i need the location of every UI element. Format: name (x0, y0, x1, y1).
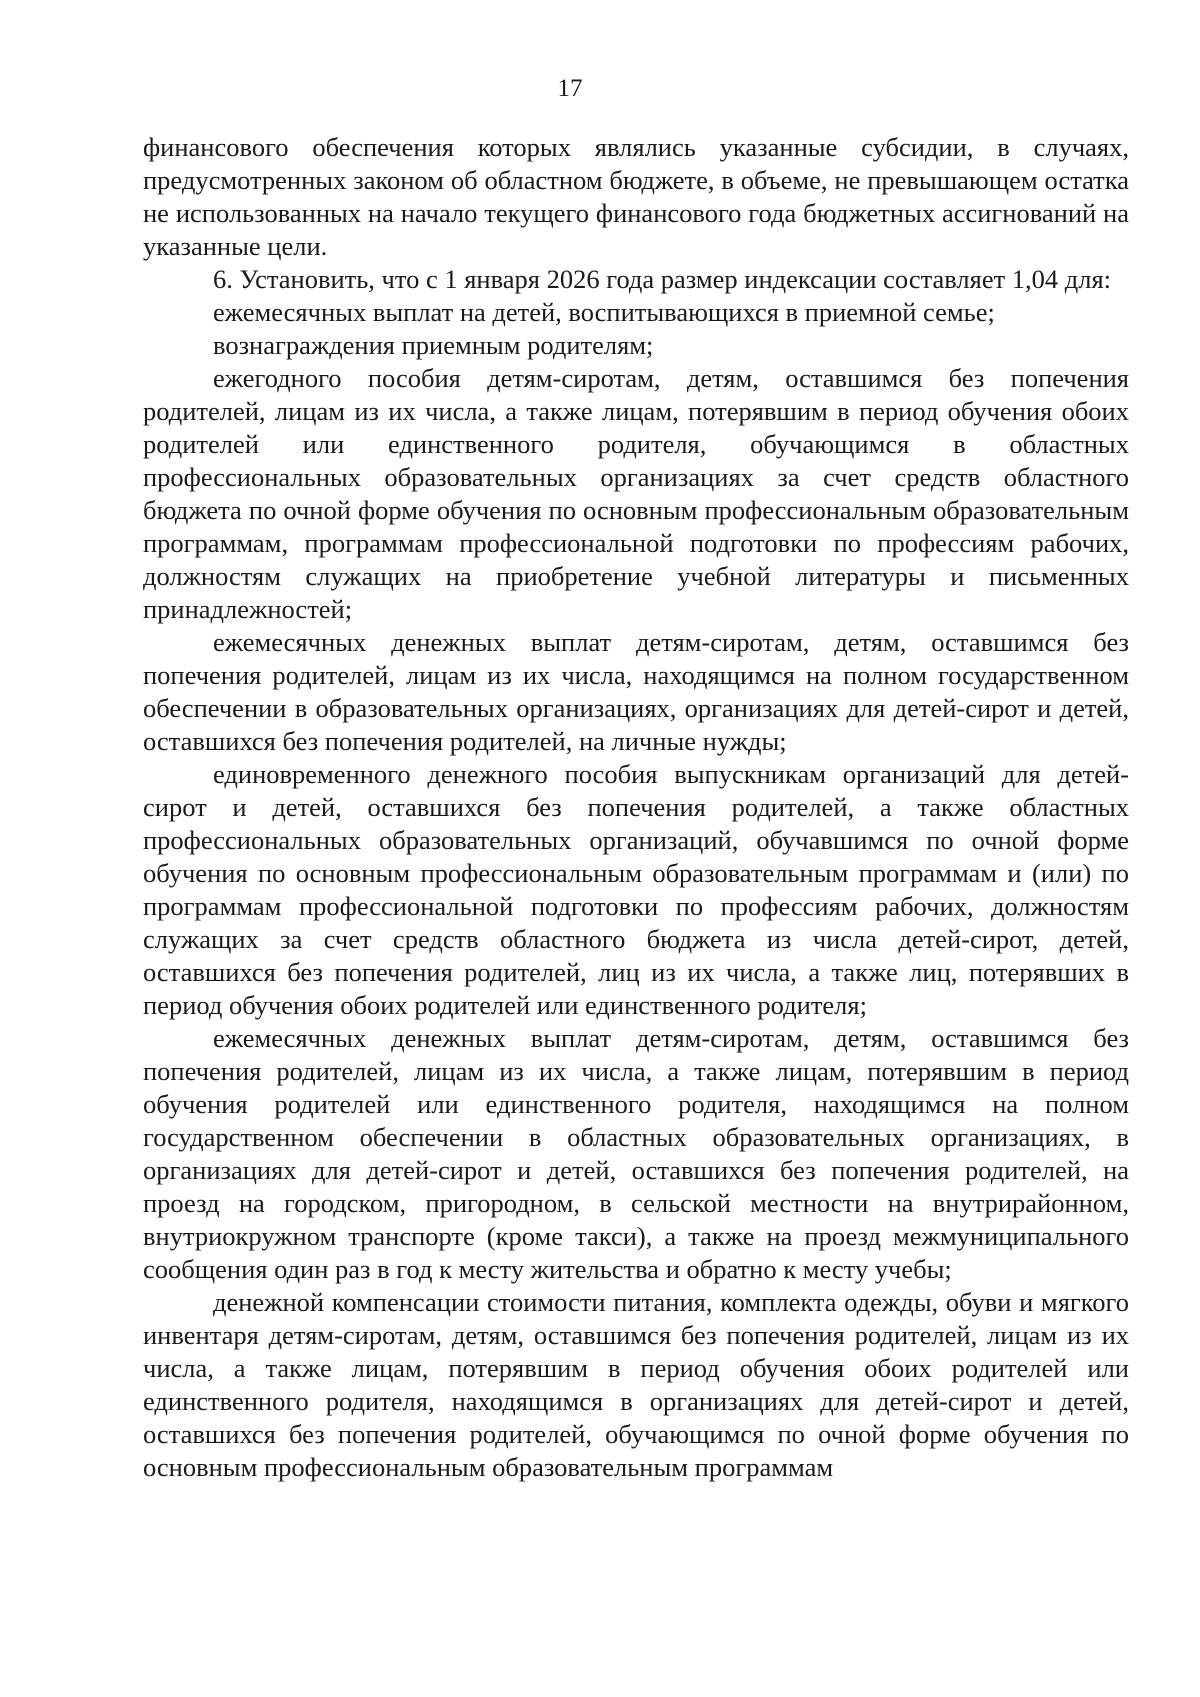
paragraph-annual-allowance: ежегодного пособия детям-сиротам, детям, оставшимся без попечения родителей, лицам из их числа, а также лицам, потерявшим в период обучения обоих родителей или единственного родителя, обучающимся в областных профессиональных образовательных организациях за счет средств областного бюджета по очной форме обучения по основным профессиональным образовательным программам, программам профессиональной подготовки по профессиям рабочих, должностям служащих на приобретение учебной литературы и письменных принадлежностей; (143, 363, 1129, 624)
paragraph-lump-sum-graduates: единовременного денежного пособия выпускникам организаций для детей-сирот и детей, оставшихся без попечения родителей, а также областных профессиональных образовательных организаций, обучавшимся по очной форме обучения по основным профессиональным образовательным программам и (или) по программам профессиональной подготовки по профессиям рабочих, должностям служащих за счет средств областного бюджета из числа детей-сирот, детей, оставшихся без попечения родителей, лиц из их числа, а также лиц, потерявших в период обучения обоих родителей или единственного родителя; (143, 759, 1129, 1020)
paragraph-foster-parents-reward: вознаграждения приемным родителям; (213, 330, 654, 360)
paragraph-monthly-personal-needs: ежемесячных денежных выплат детям-сиротам, детям, оставшимся без попечения родителей, лицам из их числа, находящимся на полном государственном обеспечении в образовательных организациях, организациях для детей-сирот и детей, оставшихся без попечения родителей, на личные нужды; (143, 627, 1129, 756)
paragraph-compensation-food-clothing: денежной компенсации стоимости питания, комплекта одежды, обуви и мягкого инвентаря детям-сиротам, детям, оставшимся без попечения родителей, лицам из их числа, а также лицам, потерявшим в период обучения обоих родителей или единственного родителя, находящимся в организациях для детей-сирот и детей, оставшихся без попечения родителей, обучающимся по очной форме обучения по основным профессиональным образовательным программам (143, 1287, 1129, 1482)
paragraph-monthly-transport: ежемесячных денежных выплат детям-сиротам, детям, оставшимся без попечения родителей, лицам из их числа, а также лицам, потерявшим в период обучения родителей или единственного родителя, находящимся на полном государственном обеспечении в областных образовательных организациях, в организациях для детей-сирот и детей, оставшихся без попечения родителей, на проезд на городском, пригородном, в сельской местности на внутрирайонном, внутриокружном транспорте (кроме такси), а также на проезд межмуниципального сообщения один раз в год к месту жительства и обратно к месту учебы; (143, 1023, 1129, 1284)
page-number: 17 (557, 75, 583, 102)
paragraph-item-6: 6. Установить, что с 1 января 2026 года размер индексации составляет 1,04 для: (213, 264, 1112, 294)
document-body (143, 131, 1129, 1484)
paragraph-monthly-foster-payments: ежемесячных выплат на детей, воспитывающихся в приемной семье; (213, 297, 995, 327)
paragraph-continuation: финансового обеспечения которых являлись указанные субсидии, в случаях, предусмотренных законом об областном бюджете, в объеме, не превышающем остатка не использованных на начало текущего финансового года бюджетных ассигнований на указанные цели. (143, 132, 1129, 261)
